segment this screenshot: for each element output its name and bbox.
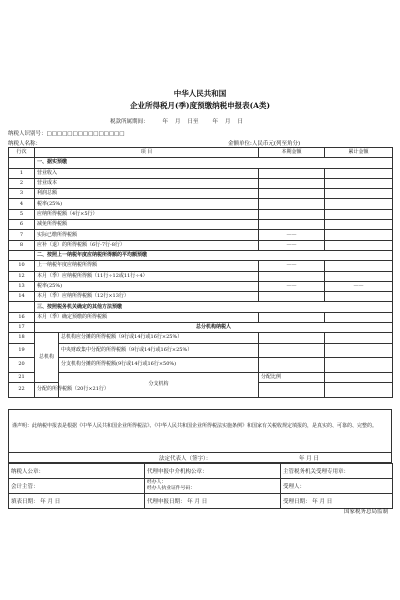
- table-row: [9, 281, 393, 291]
- amount-cell[interactable]: [325, 220, 393, 230]
- dash-cell: ——: [325, 281, 393, 291]
- row-label: 本月（季）应纳所得税额（12行×13行）: [35, 292, 259, 302]
- row-label: 分配的所得税额（20行×21行）: [35, 382, 59, 397]
- row-label: 税率(25%): [35, 199, 259, 209]
- table-row: [9, 199, 393, 209]
- taxpayer-name: 纳税人名称：: [8, 141, 42, 147]
- table-row: [9, 357, 393, 372]
- line-number: 12: [9, 271, 35, 281]
- signature-row: [8, 453, 392, 463]
- row-label: 减免所得税额: [35, 220, 259, 230]
- taxpayer-seal-field[interactable]: 纳税人公章：: [9, 464, 145, 479]
- issuer-footer: 国家税务总局监制: [343, 509, 388, 515]
- section-row: [9, 302, 393, 312]
- section-row: [9, 250, 393, 260]
- line-number: 8: [9, 240, 35, 250]
- taxpayer-id: 纳税人识别号：□□□□□□□□□□□□□□□: [8, 131, 125, 137]
- signature-date: 年 月 日: [299, 456, 319, 462]
- amount-cell[interactable]: [259, 382, 325, 397]
- amount-cell[interactable]: [259, 292, 325, 302]
- line-number: 16: [9, 312, 35, 322]
- table-row: [9, 230, 393, 240]
- amount-cell[interactable]: [325, 271, 393, 281]
- line-number: 1: [9, 168, 35, 178]
- line-number: 22: [9, 382, 35, 397]
- authority-seal-field[interactable]: 主管税务机关受理专用章：: [281, 464, 393, 479]
- amount-cell[interactable]: [325, 230, 393, 240]
- form-title-line2: 企业所得税月(季)度预缴纳税申报表(A类): [129, 101, 270, 110]
- table-row: [9, 261, 393, 271]
- amount-cell[interactable]: [325, 343, 393, 357]
- agent-seal-field[interactable]: 代理申报中介机构公章：: [145, 464, 281, 479]
- table-header-row: [9, 148, 393, 158]
- line-number: 6: [9, 220, 35, 230]
- table-row: [9, 464, 393, 479]
- amount-cell[interactable]: [259, 333, 325, 343]
- line-number: 4: [9, 199, 35, 209]
- dash-cell: ——: [259, 281, 325, 291]
- row-label: 应补（退）的所得税额（6行-7行-8行）: [35, 240, 259, 250]
- dash-cell: ——: [259, 261, 325, 271]
- table-row: [9, 168, 393, 178]
- table-row: [9, 220, 393, 230]
- row-label: 税率(25%): [35, 281, 259, 291]
- line-number: 7: [9, 230, 35, 240]
- amount-cell[interactable]: [325, 312, 393, 322]
- table-row: [9, 178, 393, 188]
- amount-cell[interactable]: [325, 209, 393, 219]
- signature-table: [8, 463, 393, 509]
- amount-cell[interactable]: [259, 199, 325, 209]
- section-title: 三、按照税务机关确定的其他方法预缴: [35, 302, 393, 312]
- line-number: 2: [9, 178, 35, 188]
- table-row: [9, 189, 393, 199]
- row-label: 本月（季）确定预缴的所得税额: [35, 312, 259, 322]
- amount-cell[interactable]: [259, 209, 325, 219]
- amount-cell[interactable]: [325, 382, 393, 397]
- col-current-header: 本期金额: [259, 148, 325, 158]
- receive-date-field[interactable]: 受理日期： 年 月 日: [281, 494, 393, 509]
- amount-cell[interactable]: [259, 357, 325, 372]
- line-number: 5: [9, 209, 35, 219]
- col-line-header: 行次: [9, 148, 35, 158]
- handler-label: 经办人：: [147, 480, 167, 485]
- row-label: 营业成本: [35, 178, 259, 188]
- amount-cell[interactable]: [259, 220, 325, 230]
- amount-cell[interactable]: [325, 292, 393, 302]
- line-number: 20: [9, 357, 35, 372]
- amount-cell[interactable]: [259, 189, 325, 199]
- accountant-field[interactable]: 会计主管：: [9, 479, 145, 494]
- row-label: 分配比例: [259, 372, 325, 382]
- section-title: 总分机构纳税人: [35, 323, 393, 333]
- table-row: [9, 343, 393, 357]
- table-row: [9, 271, 393, 281]
- line-number: 21: [9, 372, 35, 382]
- amount-cell[interactable]: [259, 343, 325, 357]
- amount-cell[interactable]: [325, 168, 393, 178]
- dash-cell: ——: [259, 230, 325, 240]
- agent-date-field[interactable]: 代理申报日期： 年 月 日: [145, 494, 281, 509]
- table-row: [9, 292, 393, 302]
- amount-cell[interactable]: [325, 333, 393, 343]
- handler-field[interactable]: [145, 479, 281, 494]
- section-row: [9, 158, 393, 168]
- amount-cell[interactable]: [325, 189, 393, 199]
- col-cumulative-header: 累计金额: [325, 148, 393, 158]
- declaration-text: 谨声明：此纳税申报表是根据《中华人民共和国企业所得税法》、《中华人民共和国企业所得税法实施条例》和国家有关税收规定填报的，是真实的、可靠的、完整的。: [8, 409, 392, 453]
- line-number: 14: [9, 292, 35, 302]
- dash-cell: ——: [259, 240, 325, 250]
- table-row: [9, 209, 393, 219]
- branch-label: 分支机构: [59, 372, 259, 397]
- amount-cell[interactable]: [325, 357, 393, 372]
- row-label: 总机构应分摊的所得税额（9行或14行或16行×25%）: [59, 333, 259, 343]
- row-label: 应纳所得税额（4行×5行）: [35, 209, 259, 219]
- amount-unit: 金额单位:人民币元(列至角分): [228, 141, 301, 147]
- line-number: 19: [9, 343, 35, 357]
- table-row: [9, 312, 393, 322]
- table-row: [9, 479, 393, 494]
- section-title: 一、据实预缴: [35, 158, 393, 168]
- table-row: [9, 494, 393, 509]
- amount-cell[interactable]: [259, 178, 325, 188]
- row-label: 本月（季）应纳税所得额（11行÷12或11行÷4）: [35, 271, 259, 281]
- row-label: 利润总额: [35, 189, 259, 199]
- handler-cert-label: 经办人执业证件号码：: [147, 486, 195, 491]
- line-number: 10: [9, 261, 35, 271]
- line-number: 18: [9, 333, 35, 343]
- receiver-field[interactable]: 受理人：: [281, 479, 393, 494]
- amount-cell[interactable]: [325, 199, 393, 209]
- tax-form-table: [8, 147, 393, 398]
- tax-period: 税款所属期间： 年 月 日至 年 月 日: [110, 119, 243, 125]
- line-number: 3: [9, 189, 35, 199]
- row-label: 上一纳税年度应纳税所得额: [35, 261, 259, 271]
- legal-rep-label: 法定代表人（签字）：: [159, 456, 212, 462]
- amount-cell[interactable]: [325, 240, 393, 250]
- table-row: [9, 240, 393, 250]
- amount-cell[interactable]: [325, 178, 393, 188]
- section-row: [9, 323, 393, 333]
- form-title-line1: 中华人民共和国: [173, 89, 227, 98]
- amount-cell[interactable]: [259, 271, 325, 281]
- table-row: [9, 372, 393, 382]
- row-label: 实际已缴所得税额: [35, 230, 259, 240]
- row-label: 中央财政集中分配的所得税额（9行或14行或16行×25%）: [59, 343, 259, 357]
- line-number: 17: [9, 323, 35, 333]
- table-row: [9, 333, 393, 343]
- amount-cell[interactable]: [325, 372, 393, 382]
- line-number: 13: [9, 281, 35, 291]
- col-item-header: 项 目: [35, 148, 259, 158]
- section-title: 二、按照上一纳税年度应纳税所得额的平均额预缴: [35, 250, 393, 260]
- fill-date-field[interactable]: 填表日期： 年 月 日: [9, 494, 145, 509]
- row-label: 分支机构分摊的所得税额(9行或14行或16行×50%): [59, 357, 259, 372]
- hq-label: 总机构: [35, 333, 59, 383]
- row-label: 营业收入: [35, 168, 259, 178]
- amount-cell[interactable]: [259, 312, 325, 322]
- amount-cell[interactable]: [325, 261, 393, 271]
- amount-cell[interactable]: [259, 168, 325, 178]
